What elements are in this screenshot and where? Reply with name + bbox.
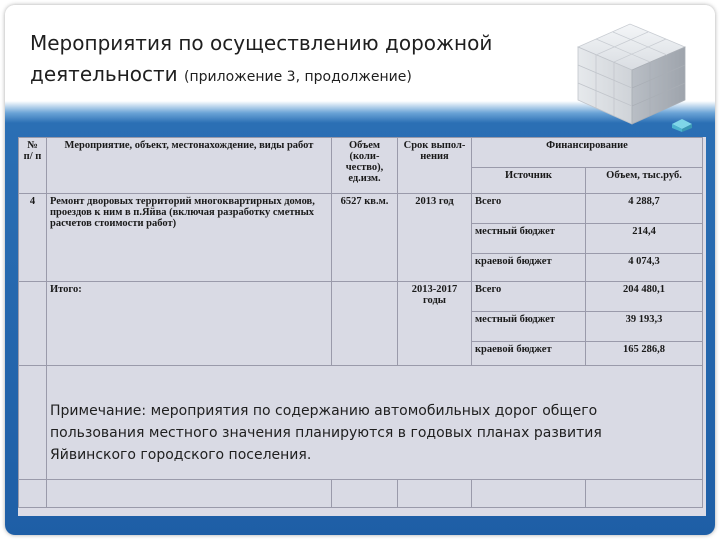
note-text: Примечание: мероприятия по содержанию автомобильных дорог общего пользования местного значения планируются в годовых планах развития Яйвинского городского поселения. — [50, 403, 602, 463]
row1-term: 2013 год — [398, 194, 472, 282]
empty-cell-2 — [47, 480, 332, 508]
row1-amount-local: 214,4 — [586, 224, 703, 254]
row1-source-regional: краевой бюджет — [472, 254, 586, 282]
row2-event: Итого: — [47, 282, 332, 366]
row2-volume — [332, 282, 398, 366]
header-amount: Объем, тыс.руб. — [586, 168, 703, 194]
empty-cell-5 — [472, 480, 586, 508]
row1-source-local: местный бюджет — [472, 224, 586, 254]
header-term: Срок выпол- нения — [398, 138, 472, 194]
header-volume: Объем (коли- чество), ед.изм. — [332, 138, 398, 194]
row1-num: 4 — [19, 194, 47, 282]
title-main: Мероприятия по осуществлению дорожной деятельности — [30, 31, 493, 86]
row2-source-local: местный бюджет — [472, 312, 586, 342]
row2-amount-regional: 165 286,8 — [586, 342, 703, 366]
row2-num — [19, 282, 47, 366]
row2-amount-total: 204 480,1 — [586, 282, 703, 312]
row1-event: Ремонт дворовых территорий многоквартирных домов, проездов к ним в п.Яйва (включая разработку сметных расчетов стоимости работ) — [47, 194, 332, 282]
header-event: Мероприятие, объект, местонахождение, виды работ — [47, 138, 332, 194]
header-financing: Финансирование — [472, 138, 703, 168]
row1-volume: 6527 кв.м. — [332, 194, 398, 282]
empty-cell-4 — [398, 480, 472, 508]
row1-amount-regional: 4 074,3 — [586, 254, 703, 282]
row1-amount-total: 4 288,7 — [586, 194, 703, 224]
slide-title — [30, 28, 550, 93]
cube-graphic — [560, 12, 705, 132]
empty-cell-1 — [19, 480, 47, 508]
row2-source-total: Всего — [472, 282, 586, 312]
row2-amount-local: 39 193,3 — [586, 312, 703, 342]
empty-cell-3 — [332, 480, 398, 508]
empty-cell-6 — [586, 480, 703, 508]
row2-term: 2013-2017 годы — [398, 282, 472, 366]
title-subtitle: (приложение 3, продолжение) — [184, 69, 412, 85]
row2-source-regional: краевой бюджет — [472, 342, 586, 366]
header-source: Источник — [472, 168, 586, 194]
row1-source-total: Всего — [472, 194, 586, 224]
note-row-num-cell — [19, 366, 47, 480]
header-num: № п/ п — [19, 138, 47, 194]
